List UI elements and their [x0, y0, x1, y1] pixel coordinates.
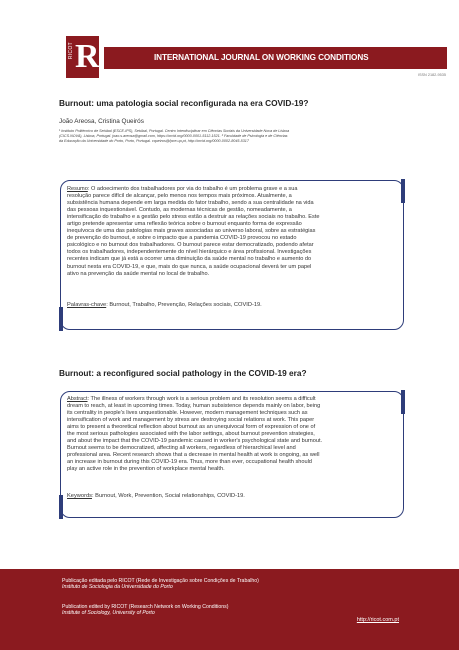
logo-letter: R [75, 38, 100, 75]
footer-publisher-pt [62, 578, 259, 591]
footer-publisher-en [62, 604, 228, 617]
footer-line: Institute of Sociology, University of Porto [62, 610, 155, 617]
abstract-line: the most serious pathologies associated with the labor settings, about burnout prevention strategies, [67, 431, 315, 438]
abstract-line: resolução parece difícil de alcançar, pelo menos nos tempos mais próximos. Atualmente, a [67, 193, 292, 200]
abstract-line: ativo na prevenção da saúde mental no local de trabalho. [67, 270, 210, 277]
abstract-line: play an active role in the prevention of workplace mental health. [67, 466, 225, 473]
affiliation-line: ¹ Instituto Politécnico de Setúbal (ESCE-IPS), Setúbal, Portugal. Centro Interdisciplinar em Ciências Sociais da Universidade Nova de Lisboa [59, 129, 290, 133]
keywords-list: Burnout, Trabalho, Prevenção, Relações sociais, COVID-19. [109, 302, 262, 308]
abstract-line: professional area. Recent research shows that a decrease in mental health at work is ongoing, as well [67, 452, 320, 459]
footer-line: Instituto de Sociologia da Universidade do Porto [62, 584, 173, 591]
abstract-pt [67, 186, 397, 278]
abstract-label: Resumo [67, 186, 88, 192]
abstract-line: recentes indicam que já está a ocorrer uma diminuição da saúde mental no trabalho e aumento do [67, 256, 312, 263]
abstract-line: inequívoca de uma das patologias mais graves associadas ao universo laboral, sobre as estratégias [67, 228, 316, 235]
authors: João Areosa, Cristina Queirós [59, 118, 144, 125]
abstract-line: todos os trabalhadores, independentemente do nível hierárquico e área profissional. Investigações [67, 249, 312, 256]
box-corner-accent [401, 179, 405, 203]
journal-title: INTERNATIONAL JOURNAL ON WORKING CONDITIONS [154, 53, 369, 62]
abstract-line: de prevenção do burnout, e sobre o impacto que a pandemia COVID-19 provocou no estado [67, 235, 297, 242]
abstract-line: intensification of work and management by stress are destroying social relations at work. This paper [67, 417, 315, 424]
abstract-line: das pessoas inquestionável. Contudo, as modernas técnicas de gestão, nomeadamente, a [67, 207, 292, 214]
box-corner-accent [59, 495, 63, 519]
abstract-line: aims to present a theoretical reflection about burnout as an unequivocal form of expression of one of [67, 424, 316, 431]
abstract-line: and about the impact that the COVID-19 pandemic caused in worker's psychological state and burnout. [67, 438, 323, 445]
issn: ISSN 2182-9535 [417, 73, 446, 77]
footer-line: Publicação editada pelo RICOT (Rede de Investigação sobre Condições de Trabalho) [62, 578, 259, 584]
abstract-line: Resumo: O adoecimento dos trabalhadores por via do trabalho é um problema grave e a sua [67, 186, 298, 192]
abstract-line: subsistência humana depende em larga medida do fator trabalho, sendo a sua centralidade na vida [67, 200, 314, 207]
keywords-en: Keywords: Burnout, Work, Prevention, Social relationships, COVID-19. [67, 493, 245, 499]
box-corner-accent [59, 307, 63, 331]
abstract-line: its centrality in people's lives unquestionable. However, modern management techniques such as [67, 410, 308, 417]
abstract-line: an increase in burnout during this COVID-19 era. Thus, more than ever, occupational health should [67, 459, 312, 466]
affiliation-line: da Educação da Universidade do Porto, Porto, Portugal. cqueiros@fpce.up.pt, http://orcid.org/0000-0002-8045-5317 [59, 139, 249, 144]
footer-link[interactable]: http://ricot.com.pt [356, 617, 399, 623]
abstract-line: Abstract: The illness of workers through work is a serious problem and its resolution seems a difficult [67, 396, 316, 402]
abstract-line: dream to reach, at least in upcoming times. Today, human subsistence depends mainly on labor, being [67, 403, 321, 410]
article-title-pt: Burnout: uma patologia social reconfigurada na era COVID-19? [59, 98, 309, 108]
keywords-label: Keywords [67, 493, 92, 499]
keywords-label: Palavras-chave [67, 302, 107, 308]
abstract-line: intensificação do trabalho e a gestão pelo stress estão a destruir as relações sociais no trabalho. Este [67, 214, 320, 221]
abstract-label: Abstract [67, 396, 88, 402]
affiliation-line: (CICS.NOVA), Lisboa, Portugal. joao.s.areosa@gmail.com, https://orcid.org/0000-0001-5112-1521. ² Faculdade de Psicologia e de Ciências [59, 134, 288, 139]
abstract-line: psicológico e no burnout dos trabalhadores. O burnout parece estar democratizado, podendo afetar [67, 242, 314, 249]
abstract-line: artigo pretende apresentar uma reflexão teórica sobre o burnout enquanto forma de expressão [67, 221, 302, 228]
affiliations [59, 129, 401, 145]
abstract-line: burnout nesta era COVID-19, e que, mais do que nunca, a saúde ocupacional deverá ter um papel [67, 263, 312, 270]
article-title-en: Burnout: a reconfigured social pathology in the COVID-19 era? [59, 368, 307, 378]
box-corner-accent [401, 390, 405, 414]
keywords-pt: Palavras-chave: Burnout, Trabalho, Prevenção, Relações sociais, COVID-19. [67, 302, 262, 308]
logo-text: RICOT [68, 42, 74, 60]
footer-line: Publication edited by RICOT (Research Network on Working Conditions) [62, 604, 229, 610]
keywords-list: Burnout, Work, Prevention, Social relationships, COVID-19. [95, 493, 245, 499]
abstract-line: Burnout seems to be democratized, affecting all workers, regardless of hierarchical level and [67, 445, 296, 452]
abstract-en [67, 396, 397, 474]
journal-logo [66, 36, 99, 78]
